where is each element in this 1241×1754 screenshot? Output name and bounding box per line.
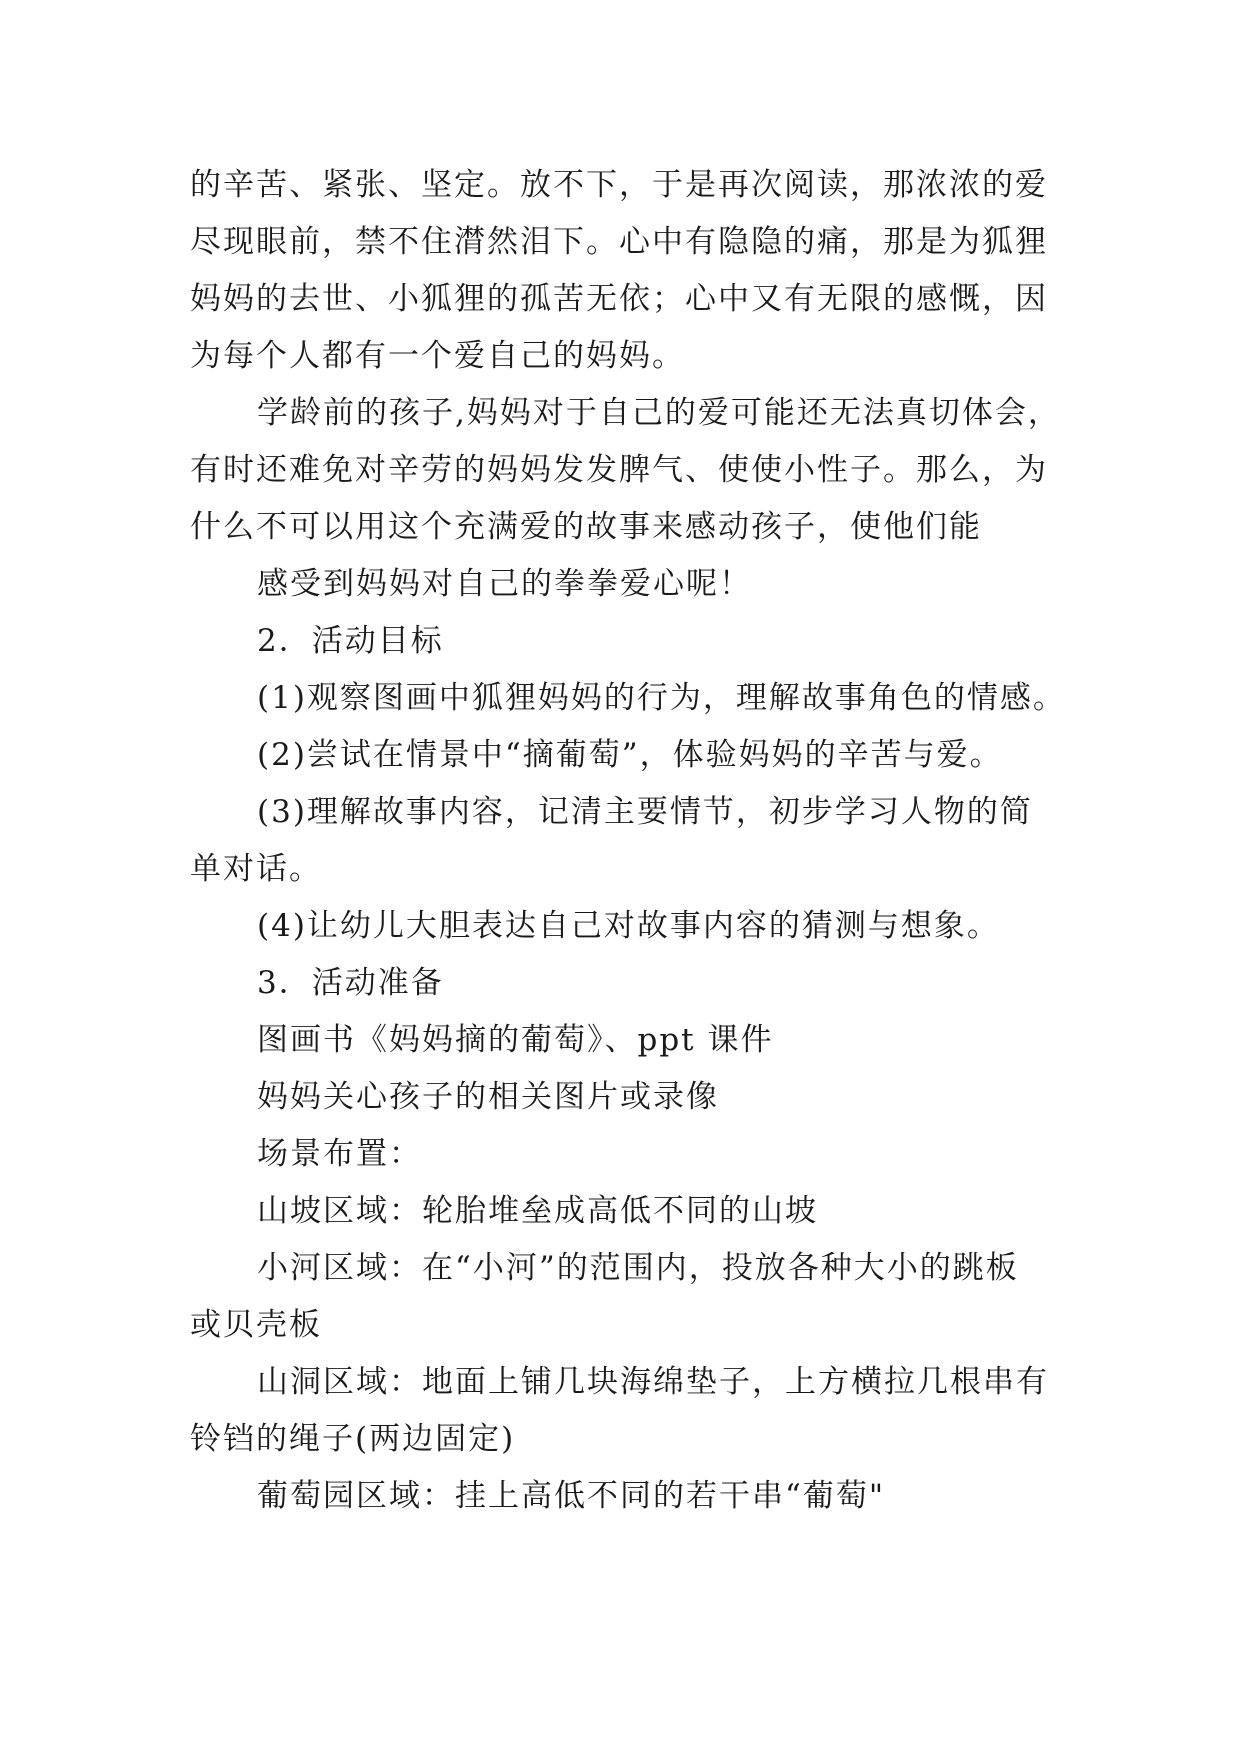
paragraph-line: 妈妈的去世、小狐狸的孤苦无依；心中又有无限的感慨，因 [190,281,1048,317]
paragraph-line: 场景布置： [257,1136,422,1172]
paragraph-line: 山坡区域：轮胎堆垒成高低不同的山坡 [257,1193,818,1229]
list-item: (4)让幼儿大胆表达自己对故事内容的猜测与想象。 [257,908,1000,944]
paragraph-line: 的辛苦、紧张、坚定。放不下，于是再次阅读，那浓浓的爱 [190,167,1048,203]
paragraph-line: 学龄前的孩子,妈妈对于自己的爱可能还无法真切体会， [257,395,1061,431]
paragraph-line: 妈妈关心孩子的相关图片或录像 [257,1079,719,1115]
paragraph-line: 有时还难免对辛劳的妈妈发发脾气、使使小性子。那么，为 [190,452,1048,488]
paragraph-line: 或贝壳板 [190,1307,322,1343]
list-item: (3)理解故事内容，记清主要情节，初步学习人物的简 [257,794,1033,830]
paragraph-line: 感受到妈妈对自己的拳拳爱心呢！ [257,566,752,602]
list-item-continuation: 单对话。 [190,851,322,887]
paragraph-line: 为每个人都有一个爱自己的妈妈。 [190,338,685,374]
section-heading: 2．活动目标 [257,623,444,659]
section-heading: 3．活动准备 [257,965,444,1001]
paragraph-line: 葡萄园区域：挂上高低不同的若干串“葡萄" [257,1478,886,1514]
paragraph-line: 什么不可以用这个充满爱的故事来感动孩子，使他们能 [190,509,982,545]
list-item: (2)尝试在情景中“摘葡萄”，体验妈妈的辛苦与爱。 [257,737,1003,773]
list-item: (1)观察图画中狐狸妈妈的行为，理解故事角色的情感。 [257,680,1066,716]
paragraph-line: 小河区域：在“小河”的范围内，投放各种大小的跳板 [257,1250,1019,1286]
paragraph-line: 图画书《妈妈摘的葡萄》、ppt 课件 [257,1022,774,1058]
paragraph-line: 山洞区域：地面上铺几块海绵垫子，上方横拉几根串有 [257,1364,1049,1400]
paragraph-line: 尽现眼前，禁不住潸然泪下。心中有隐隐的痛，那是为狐狸 [190,224,1048,260]
paragraph-line: 铃铛的绳子(两边固定) [190,1421,516,1457]
